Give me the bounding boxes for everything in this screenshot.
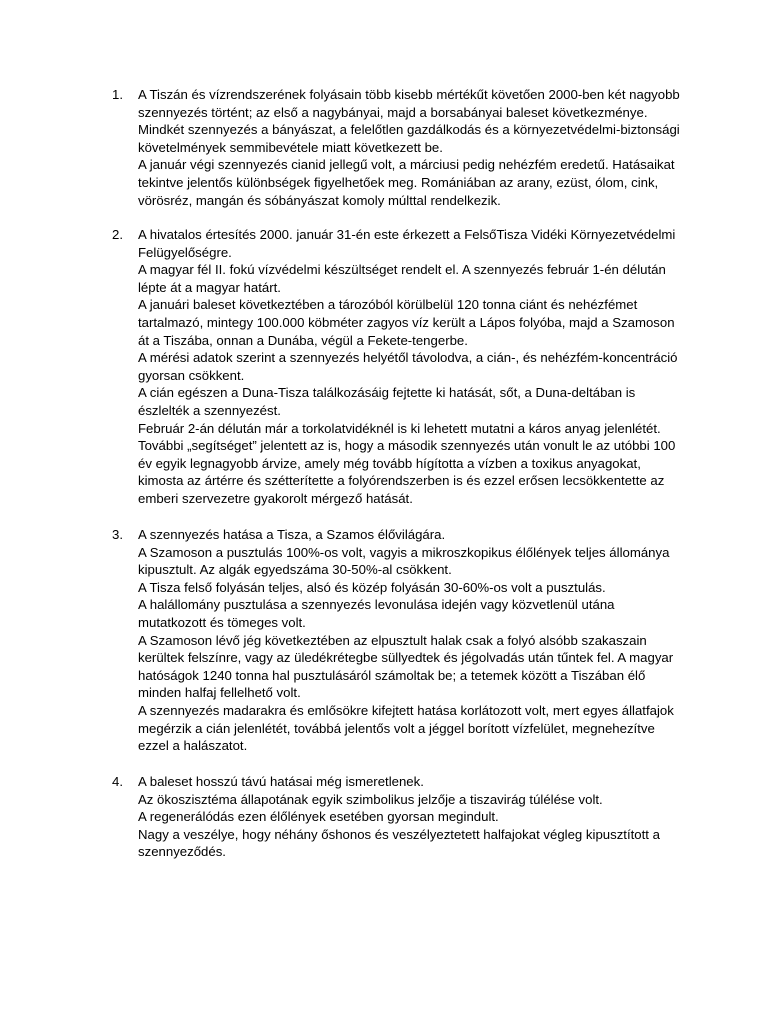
paragraph: Február 2-án délután már a torkolatvidéknél is ki lehetett mutatni a káros anyag jelenlétét.	[138, 420, 661, 436]
paragraph: A magyar fél II. fokú vízvédelmi készültséget rendelt el. A szennyezés február 1-én délután lépte át a magyar határt.	[138, 262, 666, 295]
paragraph: A cián egészen a Duna-Tisza találkozásáig fejtette ki hatását, sőt, a Duna-deltában is észlelték a szennyezést.	[138, 385, 636, 418]
paragraph: A mérési adatok szerint a szennyezés helyétől távolodva, a cián-, és nehézfém-koncentráció gyorsan csökkent.	[138, 350, 678, 383]
list-item-content	[138, 226, 682, 508]
paragraph: A szennyezés madarakra és emlősökre kifejtett hatása korlátozott volt, mert egyes állatfajok megérzik a cián jelenlétét, továbbá jelentős volt a jéggel borított vízfelület, megnehezítve ezzel a halászatot.	[138, 702, 674, 754]
list-item-content	[138, 526, 682, 755]
list-number: 1.	[112, 87, 123, 102]
paragraph: A Szamoson a pusztulás 100%-os volt, vagyis a mikroszkopikus élőlények teljes állománya kipusztult. Az algák egyedszáma 30-50%-al csökkent.	[138, 544, 670, 578]
paragraph: Mindkét szennyezés a bányászat, a felelőtlen gazdálkodás és a környezetvédelmi-biztonsági követelmények semmibevétele miatt következett be.	[138, 122, 680, 155]
list-item-1	[112, 86, 682, 209]
paragraph: A Szamoson lévő jég következtében az elpusztult halak csak a folyó alsóbb szakaszain kerültek felszínre, vagy az üledékrétegbe süllyedtek és jégolvadás után tűntek fel. A magyar hatóságok 1240 tonna hal pusztulásáról számoltak be; a tetemek között a Tiszában élő minden halfaj fellelhető volt.	[138, 632, 674, 701]
paragraph: Nagy a veszélye, hogy néhány őshonos és veszélyeztetett halfajokat végleg kipusztított a szennyeződés.	[138, 826, 660, 860]
list-item-3	[112, 526, 682, 755]
list-number: 2.	[112, 227, 123, 242]
paragraph: A halállomány pusztulása a szennyezés levonulása idején vagy közvetlenül utána mutatkozott és tömeges volt.	[138, 597, 615, 630]
paragraph: A Tiszán és vízrendszerének folyásain több kisebb mértékűt követően 2000-ben két nagyobb szennyezés történt; az első a nagybányai, majd a borsabányai baleset következménye.	[138, 87, 680, 120]
paragraph: A január végi szennyezés cianid jellegű volt, a márciusi pedig nehézfém eredetű. Hatásaikat tekintve jelentős különbségek figyelhetőek meg. Romániában az arany, ezüst, ólom, cink, vörösréz, mangán és sóbányászat komoly múlttal rendelkezik.	[138, 157, 675, 208]
paragraph: Az ökoszisztéma állapotának egyik szimbolikus jelzője a tiszavirág túlélése volt.	[138, 791, 603, 807]
paragraph: További „segítséget” jelentett az is, hogy a második szennyezés után vonult le az utóbbi 100 év egyik legnagyobb árvize, amely még tovább hígította a vízben a toxikus anyagokat, kimosta az ártérre és szétterítette a folyórendszerben is és ezzel erősen lecsökkentette az emberi szervezetre gyakorolt mérgező hatását.	[138, 438, 676, 506]
paragraph: A baleset hosszú távú hatásai még ismeretlenek.	[138, 774, 424, 789]
paragraph: A januári baleset következtében a tározóból körülbelül 120 tonna ciánt és nehézfémet tartalmazó, mintegy 100.000 köbméter zagyos víz került a Lápos folyóba, majd a Szamoson át a Tiszába, onnan a Dunába, végül a Fekete-tengerbe.	[138, 297, 675, 348]
paragraph: A szennyezés hatása a Tisza, a Szamos élővilágára.	[138, 527, 446, 542]
list-item-2	[112, 226, 682, 508]
list-number: 4.	[112, 774, 123, 789]
paragraph: A Tisza felső folyásán teljes, alsó és közép folyásán 30-60%-os volt a pusztulás.	[138, 579, 606, 595]
list-item-content	[138, 773, 682, 861]
paragraph: A regenerálódás ezen élőlények esetében gyorsan megindult.	[138, 809, 499, 825]
paragraph: A hivatalos értesítés 2000. január 31-én este érkezett a FelsőTisza Vidéki Környezetvédelmi Felügyelőségre.	[138, 227, 676, 260]
list-number: 3.	[112, 527, 123, 542]
list-item-4	[112, 773, 682, 861]
list-item-content	[138, 86, 682, 209]
